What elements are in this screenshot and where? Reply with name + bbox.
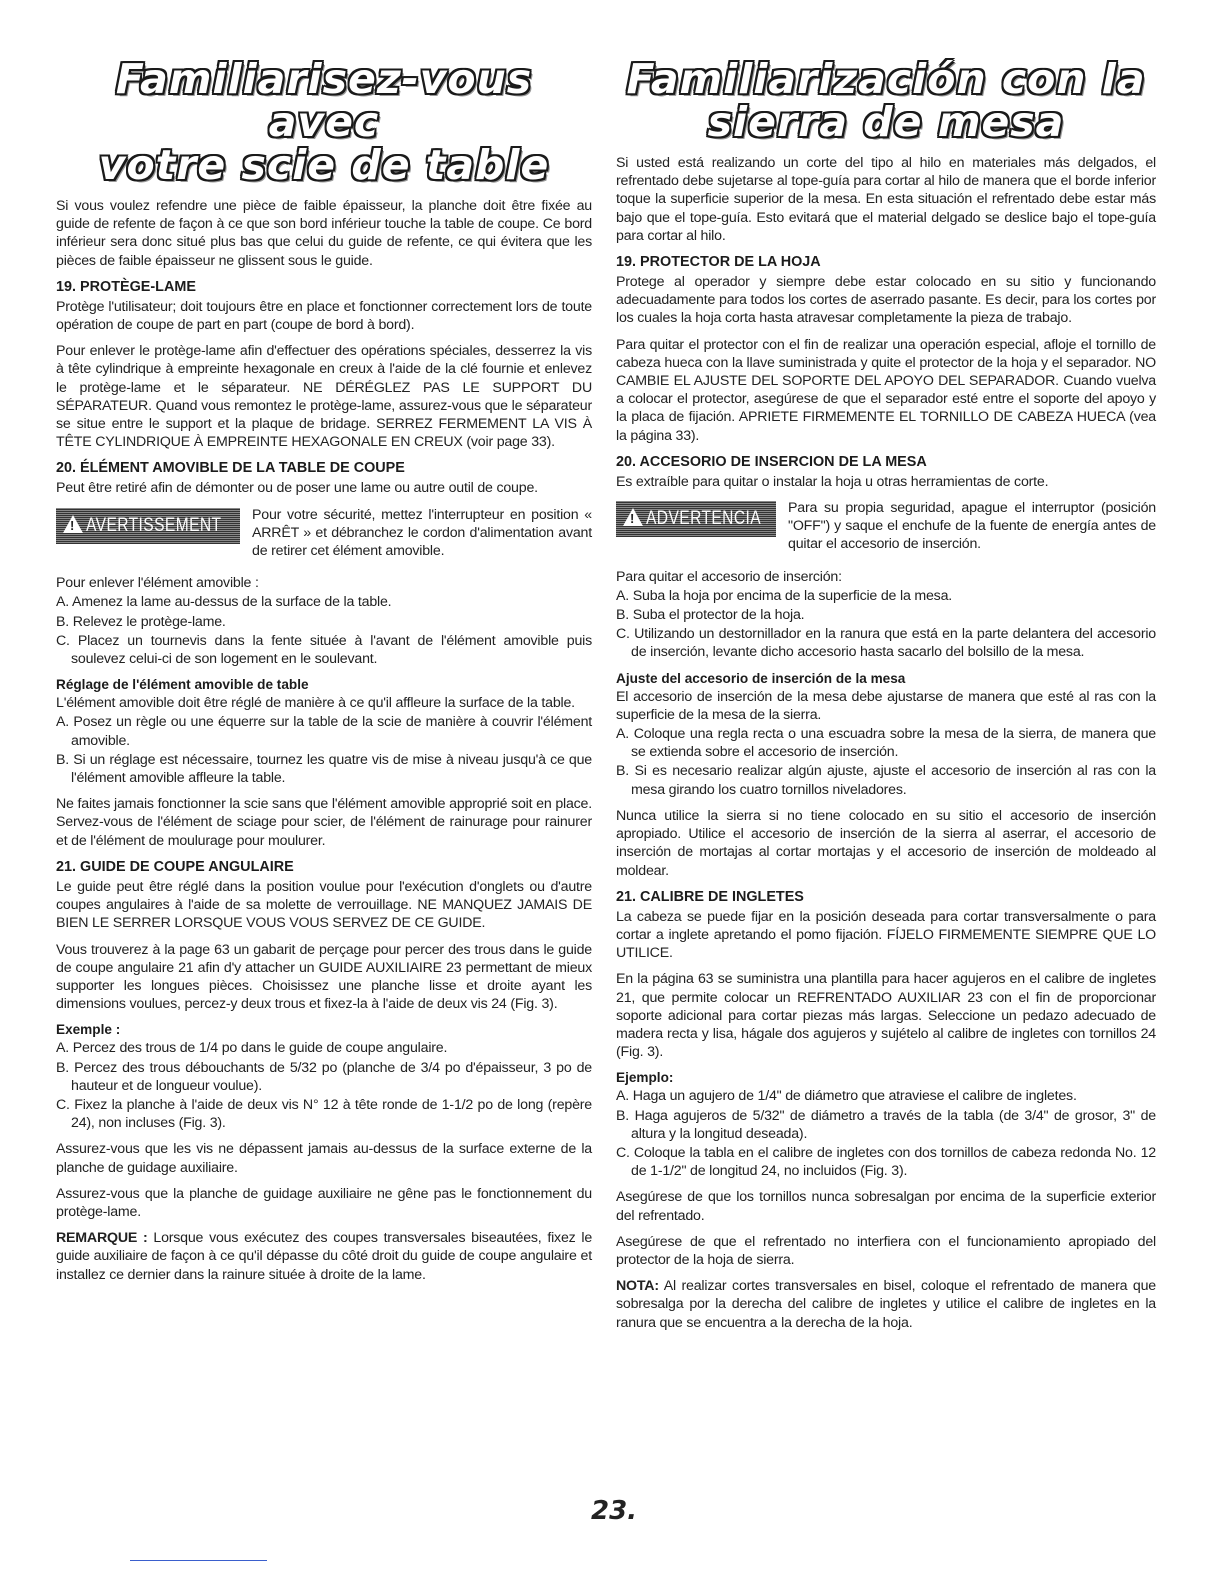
paragraph: Peut être retiré afin de démonter ou de poser une lame ou autre outil de coupe. [56, 480, 538, 497]
footer-rule [130, 1560, 267, 1561]
intro-paragraph: Si usted está realizando un corte del tipo al hilo en materiales más delgados, el refrentado debe sujetarse al tope-guía para cortar al hilo de manera que el borde inferior toque la superficie superior de la mesa. En esta situación el refrentado debe estar más bajo que el tope-guía. Esto evitará que el material delgado se deslice bajo el tope-guía para cortar al hilo. [616, 155, 1156, 244]
warning-badge [56, 508, 240, 544]
paragraph: Para quitar el protector con el fin de realizar una operación especial, afloje el tornillo de cabeza hueca con la llave suministrada y quite el protector de la hoja y el separador. NO CAMBIE EL AJUSTE DEL SOPORTE DEL APOYO DEL SEPARADOR. Cuando vuelva a colocar el protector, asegúrese de que el separador esté entre el soporte del apoyo y la placa de fijación. APRIETE FIRMEMENTE EL TORNILLO DE CABEZA HUECA (vea la página 33). [616, 336, 1156, 444]
subheading-example: Exemple : [56, 1022, 121, 1038]
adjust-steps [56, 713, 592, 787]
note-label: NOTA: [616, 1278, 659, 1295]
paragraph: Para quitar el accesorio de inserción: [616, 568, 842, 585]
title-line-2: votre scie de table [98, 141, 550, 189]
removal-steps [616, 587, 1156, 662]
page-title-french [56, 55, 592, 189]
paragraph: El accesorio de inserción de la mesa debe ajustarse de manera que esté al ras con la superficie de la mesa de la sierra. [616, 688, 1156, 723]
warning-text: Para su propia seguridad, apague el interruptor (posición "OFF") y saque el enchufe de la fuente de energía antes de quitar el accesorio de inserción. [788, 500, 1156, 553]
paragraph: Ne faites jamais fonctionner la scie sans que l'élément amovible approprié soit en place. Servez-vous de l'élément de sciage pour scier, de l'élément de rainurage pour rainurer et de l'élément de moulurage pour moulurer. [56, 796, 592, 849]
paragraph: Vous trouverez à la page 63 un gabarit de perçage pour percer des trous dans le guide de coupe angulaire 21 afin d'y attacher un GUIDE AUXILIAIRE 23 permettant de mieux supporter les longues pièces. Choisissez une planche lisse et droite ayant les dimensions voulues, percez-y deux trous et fixez-la à l'aide de deux vis 24 (Fig. 3). [56, 941, 592, 1013]
paragraph: Nunca utilice la sierra si no tiene colocado en su sitio el accesorio de inserción apropiado. Utilice el accesorio de inserción de la sierra al aserrar, el accesorio de inserción de mortajas al cortar mortajas y el accesorio de inserción de moldeado al moldear. [616, 807, 1156, 879]
section-heading-table-insert: 20. ACCESORIO DE INSERCION DE LA MESA [616, 453, 927, 470]
list-item: B. Haga agujeros de 5/32" de diámetro a través de la tabla (de 3/4" de grosor, 3" de altura y la longitud deseada). [616, 1107, 1156, 1142]
paragraph: Protege al operador y siempre debe estar colocado en su sitio y funcionando adecuadamente para todos los cortes de aserrado pasante. Es decir, para los cortes por los cuales la hoja corta hasta atravesar completamente la pieza de trabajo. [616, 274, 1156, 327]
note-label: REMARQUE : [56, 1230, 148, 1247]
example-steps [56, 1039, 592, 1132]
paragraph: Assurez-vous que les vis ne dépassent jamais au-dessus de la surface externe de la planche de guidage auxiliaire. [56, 1141, 592, 1176]
subheading-insert-adjust: Ajuste del accesorio de inserción de la mesa [616, 670, 906, 686]
warning-text: Pour votre sécurité, mettez l'interrupteur en position « ARRÊT » et débranchez le cordon d'alimentation avant de retirer cet élément amovible. [252, 506, 592, 560]
subheading-example: Ejemplo: [616, 1070, 674, 1086]
list-item: B. Percez des trous débouchants de 5/32 po (planche de 3/4 po d'épaisseur, 3 po de hauteur et de longueur voulue). [56, 1059, 592, 1094]
warning-block [56, 506, 592, 569]
paragraph: Le guide peut être réglé dans la position voulue pour l'exécution d'onglets ou d'autre coupes angulaires à l'aide de sa molette de verrouillage. NE MANQUEZ JAMAIS DE BIEN LE SERRER LORSQUE VOUS VOUS SERVEZ DE CE GUIDE. [56, 878, 592, 932]
paragraph: Asegúrese de que los tornillos nunca sobresalgan por encima de la superficie exterior del refrentado. [616, 1189, 1156, 1224]
section-heading-miter-gauge: 21. GUIDE DE COUPE ANGULAIRE [56, 858, 294, 875]
list-item: C. Fixez la planche à l'aide de deux vis N° 12 à tête ronde de 1-1/2 po de long (repère 24), non incluses (Fig. 3). [56, 1096, 592, 1132]
page-number: 23. [591, 1496, 638, 1526]
section-heading-blade-guard: 19. PROTECTOR DE LA HOJA [616, 254, 821, 271]
subheading-insert-adjust: Réglage de l'élément amovible de table [56, 677, 309, 693]
page-title-spanish [616, 55, 1156, 146]
paragraph: Pour enlever l'élément amovible : [56, 575, 259, 592]
example-steps [616, 1087, 1156, 1180]
paragraph: Protège l'utilisateur; doit toujours être en place et fonctionner correctement lors de toute opération de coupe de part en part (coupe de bord à bord). [56, 298, 592, 334]
title-line-2: sierra de mesa [707, 98, 1065, 146]
paragraph: En la página 63 se suministra una plantilla para hacer agujeros en el calibre de ingletes 21, que permite colocar un REFRENTADO AUXILIAR 23 con el fin de proporcionar soporte adicional para cortar piezas más largas. Seleccione un pedazo adecuado de madera recta y lisa, hágale dos agujeros y sujételo al calibre de ingletes con tornillos 24 (Fig. 3). [616, 971, 1156, 1061]
french-column [56, 55, 593, 1292]
warning-block [616, 499, 1156, 562]
removal-steps [56, 593, 592, 668]
note-text: Lorsque vous exécutez des coupes transversales biseautées, fixez le guide auxiliaire de façon à ce qu'il dépasse du côté droit du guide de coupe angulaire et installez ce dernier dans la rainure située à droite de la lame. [56, 1230, 593, 1283]
list-item: B. Si un réglage est nécessaire, tournez les quatre vis de mise à niveau jusqu'à ce que l'élément amovible affleure la table. [56, 751, 592, 787]
section-heading-blade-guard: 19. PROTÈGE-LAME [56, 278, 196, 295]
paragraph: Assurez-vous que la planche de guidage auxiliaire ne gêne pas le fonctionnement du protège-lame. [56, 1185, 592, 1220]
note-paragraph [56, 1229, 592, 1284]
list-item: A. Suba la hoja por encima de la superficie de la mesa. [616, 587, 953, 604]
title-line-1: Familiarisez-vous avec [115, 55, 533, 146]
list-item: B. Suba el protector de la hoja. [616, 607, 805, 624]
list-item: A. Haga un agujero de 1/4" de diámetro que atraviese el calibre de ingletes. [616, 1088, 1077, 1105]
list-item: C. Coloque la tabla en el calibre de ingletes con dos tornillos de cabeza redonda No. 12 de 1-1/2" de longitud 24, no incluidos (Fig. 3). [616, 1144, 1156, 1180]
exclamation-icon: ! [70, 517, 75, 533]
intro-paragraph: Si vous voulez refendre une pièce de faible épaisseur, la planche doit être fixée au guide de refente de façon à ce que son bord inférieur touche la table de coupe. Ce bord inférieur sera donc situé plus bas que celui du guide de refente, ce qui évitera que les pièces de faible épaisseur ne glissent sous le guide. [56, 198, 592, 269]
list-item: A. Posez un règle ou une équerre sur la table de la scie de manière à couvrir l'élément amovible. [56, 714, 592, 749]
list-item: A. Percez des trous de 1/4 po dans le guide de coupe angulaire. [56, 1040, 448, 1057]
section-heading-miter-gauge: 21. CALIBRE DE INGLETES [616, 888, 804, 905]
list-item: B. Relevez le protège-lame. [56, 613, 226, 630]
paragraph: Es extraíble para quitar o instalar la hoja u otras herramientas de corte. [616, 473, 1049, 490]
adjust-steps [616, 725, 1156, 799]
list-item: B. Si es necesario realizar algún ajuste, ajuste el accesorio de inserción al ras con la mesa girando los cuatro tornillos niveladores. [616, 763, 1156, 798]
title-line-1: Familiarización con la [626, 55, 1146, 103]
paragraph: La cabeza se puede fijar en la posición deseada para cortar transversalmente o para cortar a inglete apretando el pomo fijación. FÍJELO FIRMEMENTE SIEMPRE QUE LO UTILICE. [616, 908, 1156, 962]
warning-label: AVERTISSEMENT [86, 514, 222, 536]
paragraph: Asegúrese de que el refrentado no interfiera con el funcionamiento apropiado del protector de la hoja de sierra. [616, 1233, 1156, 1268]
warning-label: ADVERTENCIA [646, 508, 762, 530]
note-text: Al realizar cortes transversales en bisel, coloque el refrentado de manera que sobresalga por la derecha del calibre de ingletes y utilice el calibre de ingletes en la ranura que se encuentra a la derecha de la hoja. [616, 1278, 1156, 1331]
list-item: A. Amenez la lame au-dessus de la surface de la table. [56, 594, 392, 611]
list-item: A. Coloque una regla recta o una escuadra sobre la mesa de la sierra, de manera que se extienda sobre el accesorio de inserción. [616, 726, 1156, 761]
spanish-column [616, 55, 1156, 1340]
exclamation-icon: ! [630, 511, 635, 527]
paragraph: L'élément amovible doit être réglé de manière à ce qu'il affleure la surface de la table. [56, 695, 575, 712]
warning-badge [616, 501, 776, 537]
list-item: C. Placez un tournevis dans la fente située à l'avant de l'élément amovible puis soulevez celui-ci de son logement en le soulevant. [56, 632, 592, 668]
note-paragraph [616, 1277, 1156, 1332]
section-heading-table-insert: 20. ÉLÉMENT AMOVIBLE DE LA TABLE DE COUPE [56, 460, 405, 477]
paragraph: Pour enlever le protège-lame afin d'effectuer des opérations spéciales, desserrez la vis à tête cylindrique à empreinte hexagonale en creux à l'aide de la clé fournie et enlevez le protège-lame et le séparateur. NE DÉRÉGLEZ PAS LE SUPPORT DU SÉPARATEUR. Quand vous remontez le protège-lame, assurez-vous que le séparateur se situe entre le support et la plaque de bridage. SERREZ FERMEMENT LA VIS À TÊTE CYLINDRIQUE À EMPREINTE HEXAGONALE EN CREUX (voir page 33). [56, 343, 592, 451]
list-item: C. Utilizando un destornillador en la ranura que está en la parte delantera del accesorio de inserción, levante dicho accesorio hasta sacarlo del bolsillo de la mesa. [616, 626, 1156, 661]
